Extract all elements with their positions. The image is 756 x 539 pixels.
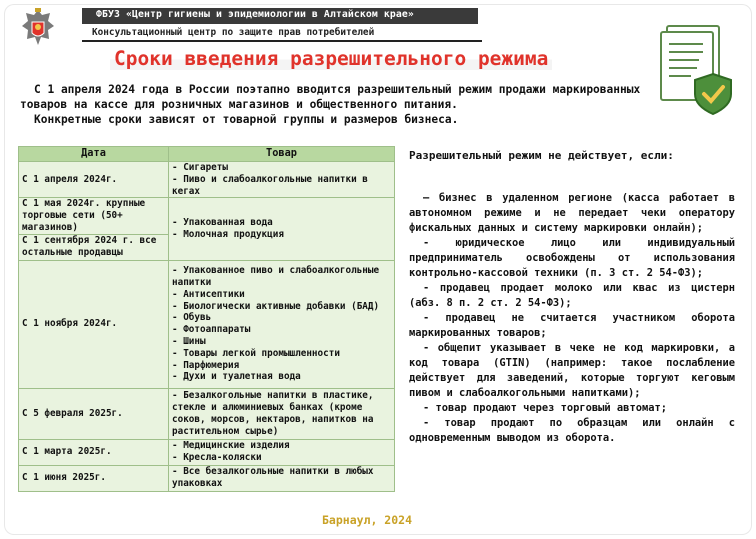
goods-item: - Упакованное пиво и слабоалкогольные [172,265,380,277]
exception-item: – бизнес в удаленном регионе (касса работает в автономном режиме и не передает чеки оператору фискальных данных и систему маркировки онлайн); [409,192,735,234]
goods-item: стекле и алюминиевых банках (кроме [172,401,363,413]
intro-line2: Конкретные сроки зависят от товарной группы и размеров бизнеса. [34,113,459,126]
exception-item: - общепит указывает в чеке не код маркировки, а код товара (GTIN) (например: такое послабление действует для заведений, которые торгуют кеговым пивом и слабоалкогольными напитками); [409,342,735,399]
intro-text [20,82,650,127]
column-header-goods: Товар [169,147,395,162]
goods-item: - Шины [172,336,206,348]
goods-item: кегах [172,185,200,197]
goods-item: - Товары легкой промышленности [172,347,340,359]
intro-rest: в России поэтапно вводится разрешительный режим продажи маркированных товаров на кассе для розничных магазинов и общественного питания. [20,83,641,111]
goods-item: - Духи и туалетная вода [172,371,301,383]
goods-item: - Фотоаппараты [172,324,251,336]
goods-item: - Безалкогольные напитки в пластике, [172,390,374,402]
table-row [19,388,395,439]
consult-center-name: Консультационный центр по защите прав потребителей [92,27,375,38]
goods-cell [169,162,395,198]
page-title: Сроки введения разрешительного режима [110,47,552,70]
table-row [19,439,395,465]
date-cell: С 1 мая 2024г. крупные торговые сети (50+ магазинов) [19,198,169,234]
date-cell: С 5 февраля 2025г. [19,388,169,439]
goods-item: - Все безалкогольные напитки в любых [172,466,374,478]
rospotrebnadzor-emblem-icon [18,6,58,50]
goods-item: - Молочная продукция [172,229,284,241]
date-cell: С 1 июня 2025г. [19,465,169,491]
goods-item: - Пиво и слабоалкогольные напитки в [172,173,368,185]
table-header-row [19,147,395,162]
goods-item: - Медицинские изделия [172,440,290,452]
document-shield-icon [657,22,741,122]
table-row [19,162,395,198]
table-row [19,260,395,388]
exception-item: - товар продают по образцам или онлайн с одновременным выводом из оборота. [409,417,735,444]
header-divider [82,40,482,42]
exception-item: - продавец не считается участником оборота маркированных товаров; [409,312,735,339]
goods-item: растительном сырье) [172,425,279,437]
goods-cell [169,465,395,491]
schedule-table [18,146,395,492]
date-cell: С 1 сентября 2024 г. все остальные продавцы [19,234,169,260]
goods-cell [169,198,395,260]
goods-item: - Парфюмерия [172,359,240,371]
goods-cell [169,260,395,388]
goods-item: упаковках [172,478,223,490]
exceptions-heading: Разрешительный режим не действует, если: [409,149,674,162]
goods-item: соков, морсов, нектаров, напитков на [172,413,374,425]
date-cell: С 1 апреля 2024г. [19,162,169,198]
goods-item: - Кресла-коляски [172,452,262,464]
org-name: ФБУЗ «Центр гигиены и эпидемиологии в Алтайском крае» [96,9,414,20]
goods-item: - Сигареты [172,162,228,173]
goods-item: - Антисептики [172,288,245,300]
goods-item: - Упакованная вода [172,217,273,229]
table-row [19,198,395,234]
intro-lead: С 1 апреля 2024 года [34,83,169,96]
goods-cell [169,388,395,439]
exceptions-list [409,191,735,446]
goods-item: - Биологически активные добавки (БАД) [172,300,380,312]
table-row [19,465,395,491]
footer-city-year: Барнаул, 2024 [322,513,413,527]
goods-item: напитки [172,277,212,289]
date-cell: С 1 марта 2025г. [19,439,169,465]
date-cell: С 1 ноября 2024г. [19,260,169,388]
exception-item: - товар продают через торговый автомат; [423,402,667,414]
column-header-date: Дата [19,147,169,162]
goods-item: - Обувь [172,312,212,324]
exception-item: - юридическое лицо или индивидуальный предприниматель освобождены от использования контрольно-кассовой техники (п. 3 ст. 2 54-ФЗ); [409,237,735,279]
exception-item: - продавец продает молоко или квас из цистерн (абз. 8 п. 2 ст. 2 54-ФЗ); [409,282,735,309]
goods-cell [169,439,395,465]
